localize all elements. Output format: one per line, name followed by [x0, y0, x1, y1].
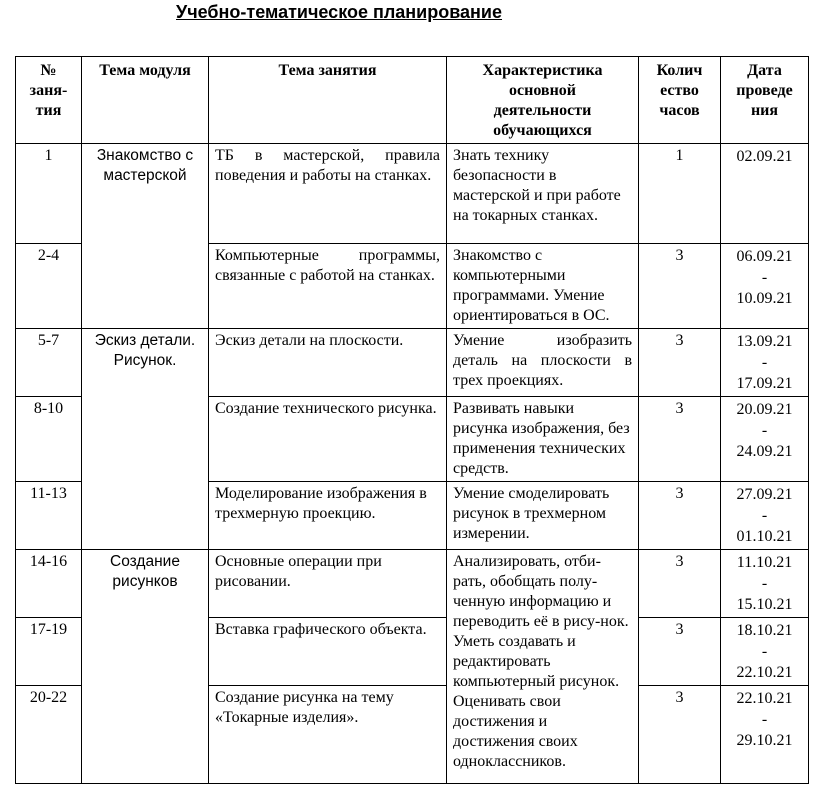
lesson-cell: Эскиз детали на плоскости.: [209, 329, 447, 397]
date-cell: 27.09.21 - 01.10.21: [721, 482, 809, 550]
lesson-cell: Основные операции при рисовании.: [209, 550, 447, 618]
row-num: 5-7: [16, 329, 82, 397]
module-cell: Эскиз детали. Рисунок.: [82, 329, 209, 550]
header-date: Дата проведе ния: [721, 57, 809, 144]
shared-activity-cell: Анализировать, отби-рать, обобщать полу-ченную информацию и переводить её в рису-нок. Уметь создавать и редактировать компьютерный рисунок. Оценивать свои достижения и достижения своих одноклассников.: [447, 550, 639, 784]
hours-cell: 3: [639, 550, 721, 618]
row-num: 8-10: [16, 397, 82, 482]
table-row: [16, 550, 809, 618]
header-lesson: Тема занятия: [209, 57, 447, 144]
lesson-cell: Компьютерные программы, связанные с работой на станках.: [209, 244, 447, 329]
date-cell: 11.10.21 - 15.10.21: [721, 550, 809, 618]
row-num: 14-16: [16, 550, 82, 618]
row-num: 1: [16, 144, 82, 244]
date-cell: 02.09.21: [721, 144, 809, 244]
activity-cell: Умение смоделировать рисунок в трехмерном измерении.: [447, 482, 639, 550]
hours-cell: 3: [639, 686, 721, 784]
activity-cell: Умение изобразить деталь на плоскости в трех проекциях.: [447, 329, 639, 397]
table-row: [16, 329, 809, 397]
hours-cell: 1: [639, 144, 721, 244]
lesson-cell: Моделирование изображения в трехмерную проекцию.: [209, 482, 447, 550]
activity-cell: Развивать навыки рисунка изображения, без применения технических средств.: [447, 397, 639, 482]
hours-cell: 3: [639, 244, 721, 329]
activity-cell: Знать технику безопасности в мастерской и при работе на токарных станках.: [447, 144, 639, 244]
hours-cell: 3: [639, 482, 721, 550]
header-num: № заня- тия: [16, 57, 82, 144]
module-cell: Создание рисунков: [82, 550, 209, 784]
row-num: 17-19: [16, 618, 82, 686]
lesson-cell: ТБ в мастерской, правила поведения и работы на станках.: [209, 144, 447, 244]
hours-cell: 3: [639, 329, 721, 397]
header-row: [16, 57, 809, 144]
table-row: [16, 144, 809, 244]
lesson-cell: Вставка графического объекта.: [209, 618, 447, 686]
lesson-cell: Создание технического рисунка.: [209, 397, 447, 482]
page-title: Учебно-тематическое планирование: [176, 2, 503, 22]
date-cell: 22.10.21 - 29.10.21: [721, 686, 809, 784]
lesson-cell: Создание рисунка на тему «Токарные изделия».: [209, 686, 447, 784]
header-hours: Колич ество часов: [639, 57, 721, 144]
header-module: Тема модуля: [82, 57, 209, 144]
row-num: 2-4: [16, 244, 82, 329]
hours-cell: 3: [639, 397, 721, 482]
date-cell: 06.09.21 - 10.09.21: [721, 244, 809, 329]
date-cell: 20.09.21 - 24.09.21: [721, 397, 809, 482]
module-cell: Знакомство с мастерской: [82, 144, 209, 329]
hours-cell: 3: [639, 618, 721, 686]
date-cell: 18.10.21 - 22.10.21: [721, 618, 809, 686]
activity-cell: Знакомство с компьютерными программами. Умение ориентироваться в ОС.: [447, 244, 639, 329]
planning-table: [15, 56, 809, 784]
header-activity: Характеристика основной деятельности обучающихся: [447, 57, 639, 144]
row-num: 20-22: [16, 686, 82, 784]
date-cell: 13.09.21 - 17.09.21: [721, 329, 809, 397]
row-num: 11-13: [16, 482, 82, 550]
